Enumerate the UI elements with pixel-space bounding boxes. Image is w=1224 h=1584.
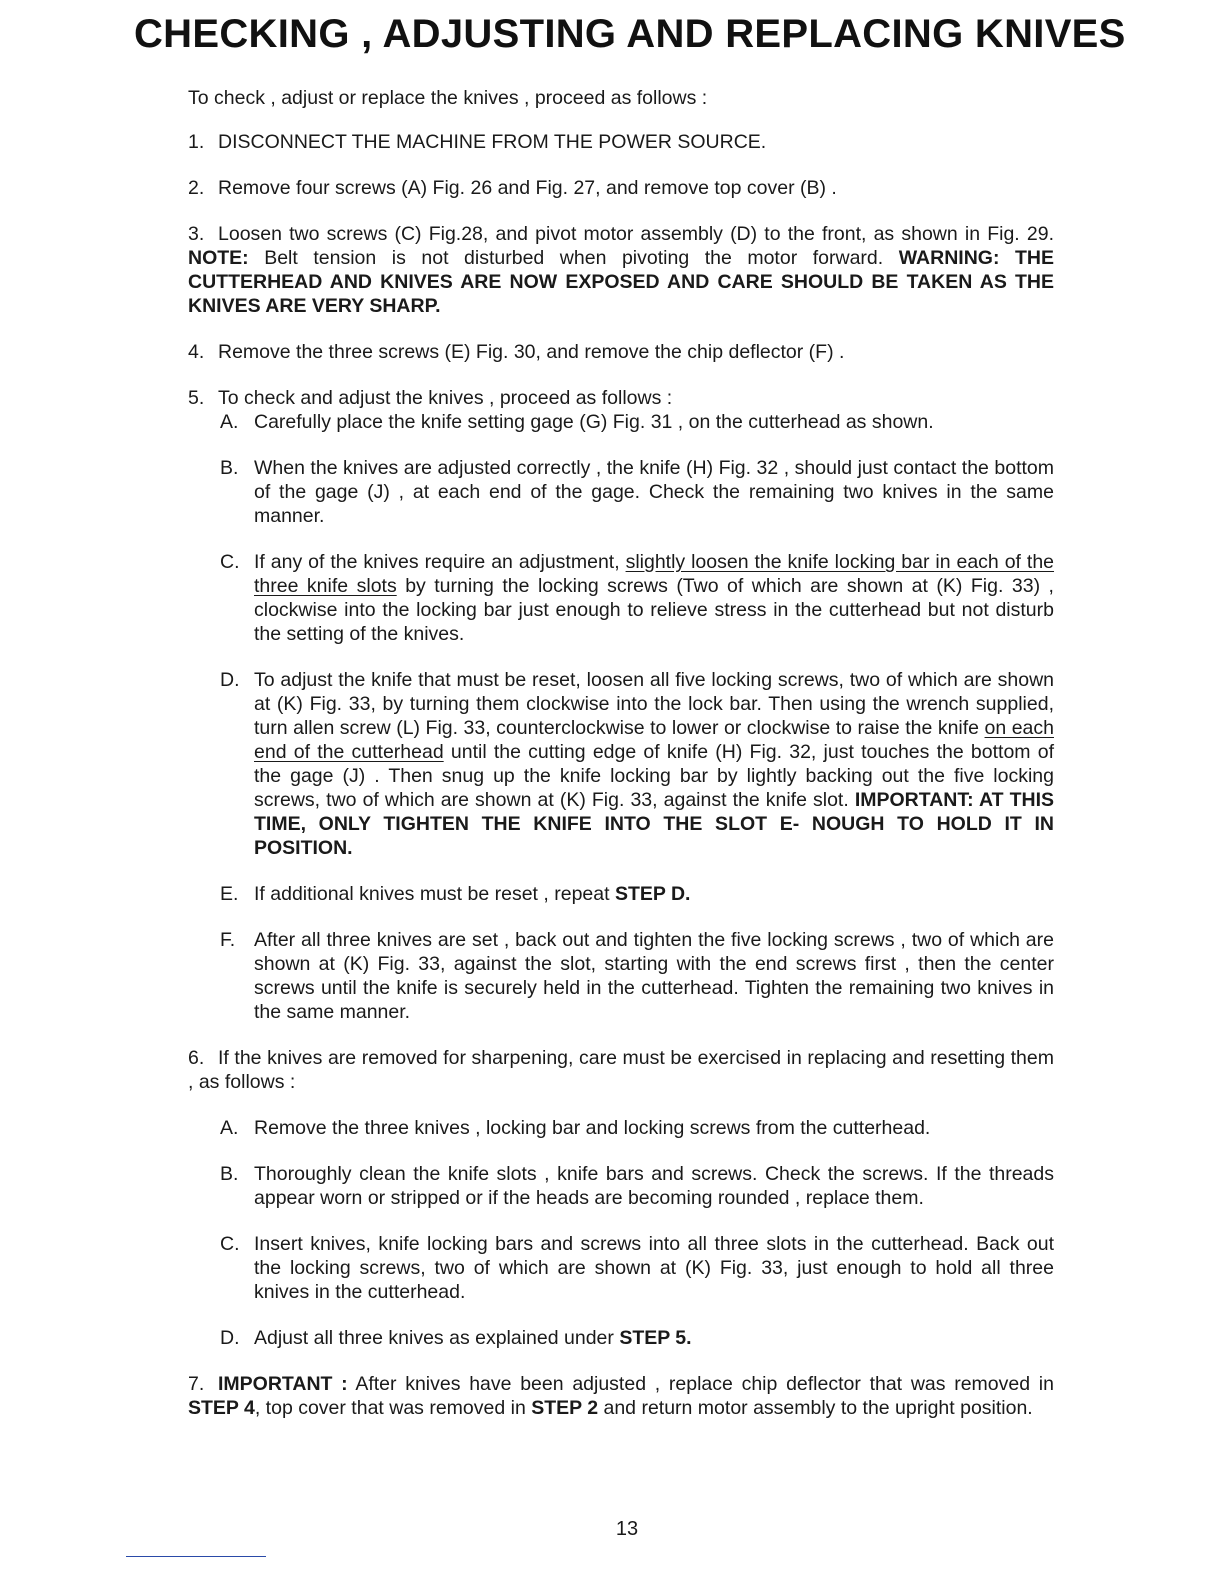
substep-letter: D.: [220, 669, 240, 691]
substep-text: If any of the knives require an adjustment,: [254, 551, 626, 573]
step-reference: STEP 2: [531, 1397, 599, 1419]
step-reference: STEP 5.: [619, 1327, 692, 1349]
substep-6a: [220, 1116, 1054, 1140]
step-6: [188, 1046, 1054, 1350]
step-number: 2.: [188, 177, 205, 199]
substep-text: If additional knives must be reset , repeat: [254, 883, 615, 905]
substep-letter: A.: [220, 1117, 239, 1139]
note-text: Belt tension is not disturbed when pivoting the motor forward.: [248, 247, 899, 269]
step-reference: STEP D.: [614, 883, 691, 905]
step-text: If the knives are removed for sharpening, care must be exercised in replacing and resetting them , as follows :: [188, 1047, 1054, 1093]
step-text: Loosen two screws (C) Fig.28, and pivot motor assembly (D) to the front, as shown in Fig. 29.: [218, 223, 1054, 245]
step-number: 4.: [188, 341, 205, 363]
substep-5c: [220, 550, 1054, 646]
step-header: [188, 1046, 1054, 1094]
substep-text: When the knives are adjusted correctly , the knife (H) Fig. 32 , should just contact the bottom of the gage (J) , at each end of the gage. Check the remaining two knives in the same manner.: [254, 457, 1054, 527]
substep-letter: F.: [220, 929, 236, 951]
substep-5b: [220, 456, 1054, 528]
note-label: NOTE:: [188, 247, 249, 269]
substep-6b: [220, 1162, 1054, 1210]
substep-letter: D.: [220, 1327, 240, 1349]
substep-text: Carefully place the knife setting gage (G) Fig. 31 , on the cutterhead as shown.: [254, 411, 934, 433]
substep-letter: C.: [220, 551, 240, 573]
step-text: Remove the three screws (E) Fig. 30, and remove the chip deflector (F) .: [218, 341, 845, 363]
step-number: 3.: [188, 223, 205, 245]
substep-letter: C.: [220, 1233, 240, 1255]
step-2: [188, 176, 1054, 200]
step-5: [188, 386, 1054, 1024]
step-text: , top cover that was removed in: [254, 1397, 532, 1419]
step-4: [188, 340, 1054, 364]
substep-5f: [220, 928, 1054, 1024]
substep-text: After all three knives are set , back out and tighten the five locking screws , two of which are shown at (K) Fig. 33, against the slot, starting with the end screws first , then the center screws until the knife is securely held in the cutterhead. Tighten the remaining two knives in the same manner.: [254, 929, 1054, 1023]
substep-6d: [220, 1326, 1054, 1350]
step-text: Remove four screws (A) Fig. 26 and Fig. 27, and remove top cover (B) .: [218, 177, 837, 199]
instructions-body: [188, 86, 1054, 1442]
intro-text: To check , adjust or replace the knives , proceed as follows :: [188, 87, 708, 109]
substep-text: Adjust all three knives as explained under: [254, 1327, 620, 1349]
substep-text: by turning the locking screws (Two of which are shown at (K) Fig. 33) , clockwise into the locking bar just enough to relieve stress in the cutterhead but not disturb the setting of the knives.: [254, 575, 1054, 645]
substep-5a: [220, 410, 1054, 434]
substep-text: Remove the three knives , locking bar and locking screws from the cutterhead.: [254, 1117, 931, 1139]
warning-text: WARNING: THE CUTTERHEAD AND KNIVES ARE NOW EXPOSED AND CARE SHOULD BE TAKEN AS THE KNIVES ARE VERY SHARP.: [188, 247, 1054, 317]
step-header: [188, 386, 1054, 410]
step-text: To check and adjust the knives , proceed as follows :: [218, 387, 673, 409]
substep-letter: B.: [220, 1163, 239, 1185]
step-number: 5.: [188, 387, 205, 409]
step-1: [188, 130, 1054, 154]
substep-list: [188, 410, 1054, 1024]
substep-letter: B.: [220, 457, 239, 479]
page-number: 13: [615, 1518, 639, 1540]
step-text: DISCONNECT THE MACHINE FROM THE POWER SOURCE.: [218, 131, 767, 153]
substep-text: Thoroughly clean the knife slots , knife bars and screws. Check the screws. If the threads appear worn or stripped or if the heads are becoming rounded , replace them.: [254, 1163, 1054, 1209]
substep-letter: E.: [220, 883, 239, 905]
substep-5e: [220, 882, 1054, 906]
substep-5d: [220, 668, 1054, 860]
important-label: IMPORTANT :: [218, 1373, 348, 1395]
underlined-text: on each end of the cutterhead: [254, 717, 1054, 763]
substep-text: until the cutting edge of knife (H) Fig. 32, just touches the bottom of the gage (J) . Then snug up the knife locking bar by lightly backing out the five locking screws, two of which are shown at (K) Fig. 33, against the knife slot.: [254, 741, 1054, 811]
substep-text: To adjust the knife that must be reset, loosen all five locking screws, two of which are shown at (K) Fig. 33, by turning them clockwise into the lock bar. Then using the wrench supplied, turn allen screw (L) Fig. 33, counterclockwise to lower or clockwise to raise the knife: [254, 669, 1054, 739]
substep-letter: A.: [220, 411, 239, 433]
substep-text: Insert knives, knife locking bars and screws into all three slots in the cutterhead. Back out the locking screws, two of which are shown at (K) Fig. 33, just enough to hold all three knives in the cutterhead.: [254, 1233, 1054, 1303]
step-text: and return motor assembly to the upright position.: [598, 1397, 1033, 1419]
footer-rule: [126, 1556, 266, 1557]
step-reference: STEP 4: [188, 1397, 255, 1419]
step-number: 1.: [188, 131, 205, 153]
substep-6c: [220, 1232, 1054, 1304]
page-title: CHECKING , ADJUSTING AND REPLACING KNIVES: [134, 12, 1126, 56]
important-text: IMPORTANT: AT THIS TIME, ONLY TIGHTEN THE KNIFE INTO THE SLOT E- NOUGH TO HOLD IT IN POSITION.: [254, 789, 1054, 859]
substep-list: [188, 1116, 1054, 1350]
step-3: [188, 222, 1054, 318]
step-number: 6.: [188, 1047, 205, 1069]
step-text: After knives have been adjusted , replace chip deflector that was removed in: [347, 1373, 1054, 1395]
step-number: 7.: [188, 1373, 205, 1395]
step-7: [188, 1372, 1054, 1420]
underlined-text: slightly loosen the knife locking bar in each of the three knife slots: [254, 551, 1055, 597]
